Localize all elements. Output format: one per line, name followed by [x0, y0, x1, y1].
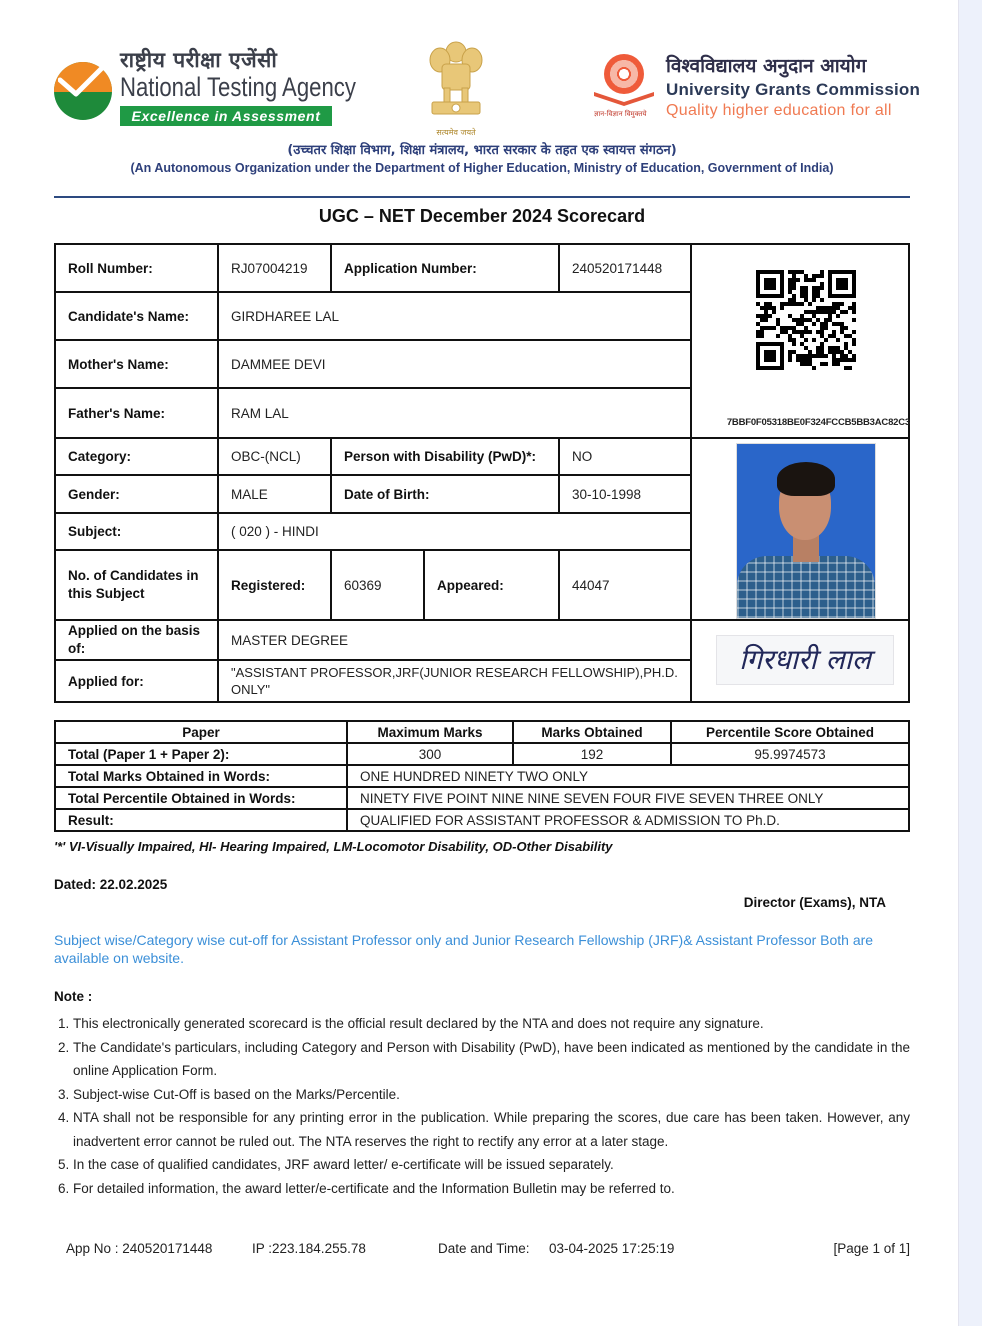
roll-number-value: RJ07004219 [219, 245, 332, 293]
ugc-tagline: Quality higher education for all [666, 102, 892, 119]
notes-title: Note : [54, 989, 93, 1004]
marks-header-row [55, 721, 909, 743]
col-max-marks: Maximum Marks [347, 721, 513, 743]
note-text: NTA shall not be responsible for any printing error in the publication. While preparing the scores, due care has been taken. However, any inadvertent error cannot be ruled out. The NTA reserves the right to rectify any error at a later stage. [73, 1110, 910, 1149]
candidate-name-label: Candidate's Name: [56, 293, 219, 341]
category-value: OBC-(NCL) [219, 439, 332, 476]
subject-value: ( 020 ) - HINDI [219, 514, 692, 551]
note-text: For detailed information, the award letter/e-certificate and the Information Bulletin may be referred to. [73, 1180, 675, 1196]
dated: Dated: 22.02.2025 [54, 877, 168, 892]
note-number: 6. [58, 1180, 70, 1196]
father-name-label: Father's Name: [56, 389, 219, 439]
result-label: Result: [55, 809, 347, 831]
registered-value: 60369 [332, 551, 425, 621]
total-label: Total (Paper 1 + Paper 2): [55, 743, 347, 765]
note-text: Subject-wise Cut-Off is based on the Marks/Percentile. [73, 1086, 400, 1102]
cutoff-notice-link[interactable]: Subject wise/Category wise cut-off for Assistant Professor only and Junior Research Fellowship (JRF)& Assistant Professor Both are available on website. [54, 932, 874, 966]
basis-value: MASTER DEGREE [219, 621, 692, 661]
percentile-value: 95.9974573 [671, 743, 909, 765]
gender-label: Gender: [56, 476, 219, 514]
signature-panel [692, 621, 908, 701]
application-number-value: 240520171448 [560, 245, 692, 293]
appeared-label: Appeared: [425, 551, 560, 621]
note-number: 4. [58, 1110, 70, 1125]
scorecard-title: UGC – NET December 2024 Scorecard [318, 206, 646, 226]
ugc-hindi-name: विश्वविद्यालय अनुदान आयोग [666, 55, 867, 77]
mother-name-value: DAMMEE DEVI [219, 341, 692, 389]
marks-words-value: ONE HUNDRED NINETY TWO ONLY [347, 765, 909, 787]
father-name-value: RAM LAL [219, 389, 692, 439]
subject-label: Subject: [56, 514, 219, 551]
pwd-value: NO [560, 439, 692, 476]
note-item [54, 1012, 910, 1036]
candidate-details-table [54, 243, 910, 703]
header-divider [54, 196, 910, 198]
director-signatory: Director (Exams), NTA [743, 895, 886, 910]
note-number: 5. [58, 1157, 70, 1172]
col-paper: Paper [55, 721, 347, 743]
pwd-footnote: '*' VI-Visually Impaired, HI- Hearing Impaired, LM-Locomotor Disability, OD-Other Disability [54, 839, 613, 854]
note-number: 3. [58, 1086, 70, 1102]
marks-table [54, 720, 910, 832]
note-number: 1. [58, 1016, 70, 1031]
percentile-words-value: NINETY FIVE POINT NINE NINE SEVEN FOUR FIVE SEVEN THREE ONLY [347, 787, 909, 809]
dob-value: 30-10-1998 [560, 476, 692, 514]
candidate-signature: गिरधारी लाल [716, 635, 894, 685]
note-item [54, 1106, 910, 1153]
footer-datetime-label: Date and Time: [438, 1241, 530, 1256]
footer-app-no: App No : 240520171448 [66, 1241, 213, 1256]
footer-datetime: 03-04-2025 17:25:19 [549, 1241, 675, 1256]
dob-label: Date of Birth: [332, 476, 560, 514]
footer-ip: IP :223.184.255.78 [252, 1241, 366, 1256]
basis-label: Applied on the basis of: [56, 621, 219, 661]
lion-capital-icon [418, 38, 494, 126]
nta-logo [52, 46, 356, 130]
national-emblem [418, 38, 494, 138]
category-label: Category: [56, 439, 219, 476]
note-number: 2. [58, 1039, 70, 1055]
applied-for-value: "ASSISTANT PROFESSOR,JRF(JUNIOR RESEARCH FELLOWSHIP),PH.D. ONLY" [219, 661, 692, 701]
photo-panel [692, 439, 908, 621]
pwd-label: Person with Disability (PwD)*: [332, 439, 560, 476]
nta-hindi-name: राष्ट्रीय परीक्षा एजेंसी [120, 48, 278, 72]
gender-value: MALE [219, 476, 332, 514]
nta-english-name: National Testing Agency [120, 72, 356, 102]
max-marks-value: 300 [347, 743, 513, 765]
footer-page-number: [Page 1 of 1] [833, 1241, 910, 1256]
note-item [54, 1177, 910, 1201]
applied-for-label: Applied for: [56, 661, 219, 701]
col-percentile: Percentile Score Obtained [671, 721, 909, 743]
note-text: The Candidate's particulars, including Category and Person with Disability (PwD), have been indicated as mentioned by the candidate in the online Application Form. [73, 1039, 910, 1078]
viewer-scroll-margin [958, 0, 982, 1326]
note-text: In the case of qualified candidates, JRF award letter/ e-certificate will be issued separately. [73, 1157, 614, 1172]
percentile-words-label: Total Percentile Obtained in Words: [55, 787, 347, 809]
table-row [55, 787, 909, 809]
registered-label: Registered: [219, 551, 332, 621]
note-item [54, 1153, 910, 1177]
subtitle-english: (An Autonomous Organization under the Department of Higher Education, Ministry of Education, Government of India) [130, 161, 834, 175]
ugc-english-name: University Grants Commission [666, 80, 921, 99]
candidate-photo [736, 443, 876, 619]
marks-obtained-value: 192 [513, 743, 671, 765]
ugc-logo [592, 50, 922, 130]
checkmark-icon [58, 58, 110, 100]
appeared-value: 44047 [560, 551, 692, 621]
note-item [54, 1083, 910, 1107]
application-number-label: Application Number: [332, 245, 560, 293]
note-text: This electronically generated scorecard is the official result declared by the NTA and does not require any signature. [73, 1016, 764, 1031]
subtitle-hindi: (उच्चतर शिक्षा विभाग, शिक्षा मंत्रालय, भारत सरकार के तहत एक स्वायत्त संगठन) [287, 143, 677, 158]
ugc-emblem-motto: ज्ञान-विज्ञान विमुक्तये [594, 110, 647, 118]
table-row [55, 765, 909, 787]
result-value: QUALIFIED FOR ASSISTANT PROFESSOR & ADMISSION TO Ph.D. [347, 809, 909, 831]
nta-tagline: Excellence in Assessment [120, 106, 332, 126]
mother-name-label: Mother's Name: [56, 341, 219, 389]
candidate-name-value: GIRDHAREE LAL [219, 293, 692, 341]
qr-code-text: 7BBF0F05318BE0F324FCCB5BB3AC82C3 [726, 417, 910, 428]
marks-words-label: Total Marks Obtained in Words: [55, 765, 347, 787]
ugc-book-icon [592, 90, 656, 106]
qr-code-panel [692, 245, 908, 439]
note-item [54, 1036, 910, 1083]
qr-code-icon [756, 267, 856, 373]
emblem-motto: सत्यमेव जयते [436, 128, 476, 137]
col-marks-obtained: Marks Obtained [513, 721, 671, 743]
table-row [55, 743, 909, 765]
table-row [55, 809, 909, 831]
ugc-wheel-icon [604, 54, 644, 94]
notes-list [54, 1012, 910, 1200]
roll-number-label: Roll Number: [56, 245, 219, 293]
candidates-count-label: No. of Candidates in this Subject [56, 551, 219, 621]
